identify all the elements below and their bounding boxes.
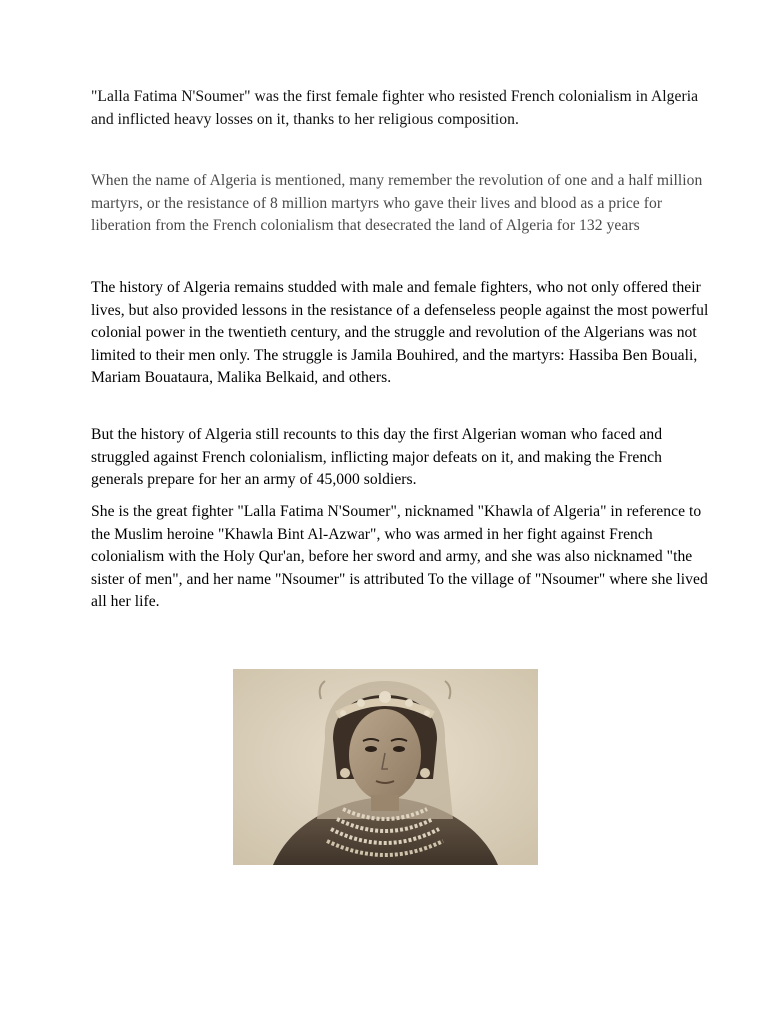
martyrs-paragraph: When the name of Algeria is mentioned, many remember the revolution of one and a half million martyrs, or the resistance of 8 million martyrs who gave their lives and blood as a price for liberation from the French colonialism that desecrated the land of Algeria for 132 years: [91, 172, 703, 234]
nickname-paragraph: She is the great fighter "Lalla Fatima N'Soumer", nicknamed "Khawla of Algeria" in reference to the Muslim heroine "Khawla Bint Al-Azwar", who was armed in her fight against French colonialism with the Holy Qur'an, before her sword and army, and she was also nicknamed "the sister of men", and her name "Nsoumer" is attributed To the village of "Nsoumer" where she lived all her life.: [91, 503, 708, 610]
intro-paragraph: "Lalla Fatima N'Soumer" was the first female fighter who resisted French colonialism in Algeria and inflicted heavy losses on it, thanks to her religious composition.: [91, 88, 699, 128]
first-woman-paragraph: But the history of Algeria still recounts to this day the first Algerian woman who faced and struggled against French colonialism, inflicting major defeats on it, and making the French generals prepare for her an army of 45,000 soldiers.: [91, 426, 663, 488]
portrait-photo: [233, 669, 538, 865]
history-fighters-paragraph: The history of Algeria remains studded with male and female fighters, who not only offered their lives, but also provided lessons in the resistance of a defenseless people against the most powerful colonial power in the twentieth century, and the struggle and revolution of the Algerians was not limited to their men only. The struggle is Jamila Bouhired, and the martyrs: Hassiba Ben Bouali, Mariam Bouataura, Malika Belkaid, and others.: [91, 279, 709, 386]
